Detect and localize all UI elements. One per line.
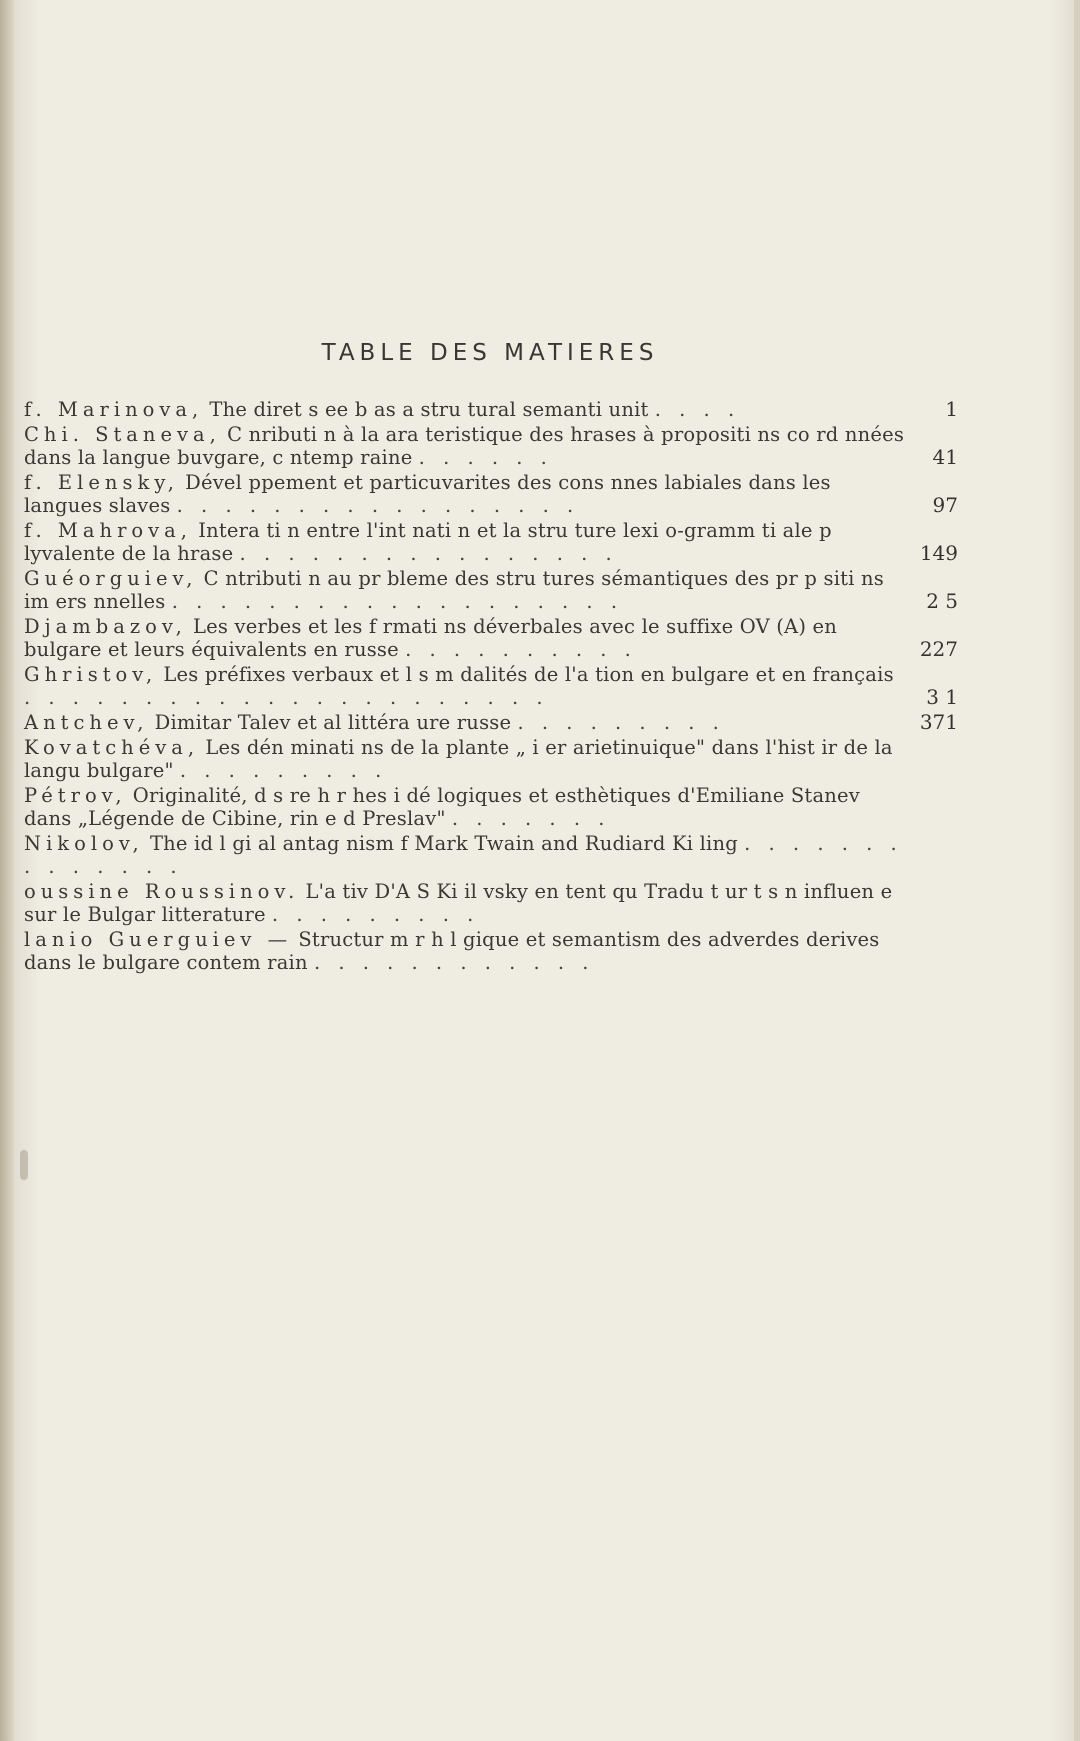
entry-title: Intera ti n entre l'int nati n et la stru ture lexi o-gramm ti ale p lyvalente de la hrase	[24, 519, 832, 565]
page-right-edge	[1074, 0, 1080, 1741]
toc-entry: Nikolov, The id l gi al antag nism f Mark Twain and Rudiard Ki ling . . . . . . . . . . . . . .	[24, 832, 903, 878]
entry-title: Dével ppement et particuvarites des cons nnes labiales dans les langues slaves	[24, 471, 831, 517]
toc-entry: f. Marinova, The diret s ee b as a stru tural semanti unit . . . . 1	[24, 397, 958, 421]
entry-author: f. Elensky,	[24, 471, 179, 494]
entry-page: 2 5	[926, 589, 958, 613]
entry-title: Dimitar Talev et al littéra ure russe	[154, 711, 512, 734]
toc-entry: oussine Roussinov. L'a tiv D'A S Ki il vsky en tent qu Tradu t ur t s n influen e sur le Bulgar litterature . . . . . . . . .	[24, 880, 893, 926]
entry-title: Les préfixes verbaux et l s m dalités de l'a tion en bulgare et en français	[163, 663, 894, 686]
entry-author: Pétrov,	[24, 784, 127, 807]
table-of-contents	[24, 398, 958, 976]
toc-entry: Antchev, Dimitar Talev et al littéra ure russe . . . . . . . . . 371	[24, 710, 958, 734]
entry-author: f. Mahrova,	[24, 519, 192, 542]
entry-title: L'a tiv D'A S Ki il vsky en tent qu Tradu t ur t s n influen e sur le Bulgar litterature	[24, 880, 893, 926]
entry-page: 371	[919, 710, 958, 734]
entry-title: C nributi n à la ara teristique des hrases à propositi ns co rd nnées dans la langue buvgare, c ntemp raine	[24, 423, 905, 469]
entry-author: Nikolov,	[24, 832, 144, 855]
toc-entry: Pétrov, Originalité, d s re h r hes i dé logiques et esthètiques d'Emiliane Stanev dans „Légende de Cibine, rin e d Preslav" . . . . . . .	[24, 784, 861, 830]
entry-title: Structur m r h l gique et semantism des adverdes derives dans le bulgare contem rain	[24, 928, 880, 974]
entry-author: Guéorguiev,	[24, 567, 198, 590]
entry-author: f. Marinova,	[24, 398, 204, 421]
toc-entry: Guéorguiev, C ntributi n au pr bleme des stru tures sémantiques des pr p siti ns im ers nnelles . . . . . . . . . . . . . . . . . . . 2 5	[24, 567, 958, 613]
toc-entry: lanio Guerguiev — Structur m r h l gique et semantism des adverdes derives dans le bulgare contem rain . . . . . . . . . . . .	[24, 928, 880, 974]
entry-page: 41	[932, 445, 958, 469]
ink-smudge	[20, 1150, 28, 1180]
entry-page: 149	[919, 541, 958, 565]
toc-entry: f. Elensky, Dével ppement et particuvarites des cons nnes labiales dans les langues slaves . . . . . . . . . . . . . . . . . 97	[24, 471, 958, 517]
entry-page: 3 1	[926, 685, 958, 709]
entry-title: Originalité, d s re h r hes i dé logiques et esthètiques d'Emiliane Stanev dans „Légende de Cibine, rin e d Preslav"	[24, 784, 861, 830]
entry-author: Antchev,	[24, 711, 149, 734]
entry-author: Ghristov,	[24, 663, 158, 686]
entry-page: 227	[919, 637, 958, 661]
entry-title: Les dén minati ns de la plante „ i er arietinuique" dans l'hist ir de la langu bulgare"	[24, 736, 893, 782]
entry-author: oussine Roussinov.	[24, 880, 300, 903]
entry-author: Djambazov,	[24, 615, 187, 638]
page-title: TABLE DES MATIERES	[321, 340, 659, 366]
entry-author: Chi. Staneva,	[24, 423, 221, 446]
entry-page: 97	[932, 493, 958, 517]
toc-entry: Djambazov, Les verbes et les f rmati ns déverbales avec le suffixe OV (A) en bulgare et leurs équivalents en russe . . . . . . . . . . 227	[24, 615, 958, 661]
entry-title: The id l gi al antag nism f Mark Twain and Rudiard Ki ling	[149, 832, 738, 855]
entry-title: The diret s ee b as a stru tural semanti unit	[209, 398, 649, 421]
book-spine-edge	[0, 0, 14, 1741]
toc-entry: Chi. Staneva, C nributi n à la ara teristique des hrases à propositi ns co rd nnées dans la langue buvgare, c ntemp raine . . . . . . 41	[24, 423, 958, 469]
entry-page: 1	[945, 397, 958, 421]
entry-author: lanio Guerguiev —	[24, 928, 293, 951]
entry-title: C ntributi n au pr bleme des stru tures sémantiques des pr p siti ns im ers nnelles	[24, 567, 884, 613]
toc-entry: f. Mahrova, Intera ti n entre l'int nati n et la stru ture lexi o-gramm ti ale p lyvalente de la hrase . . . . . . . . . . . . . . . . 149	[24, 519, 958, 565]
entry-title: Les verbes et les f rmati ns déverbales avec le suffixe OV (A) en bulgare et leurs équivalents en russe	[24, 615, 838, 661]
toc-entry: Ghristov, Les préfixes verbaux et l s m dalités de l'a tion en bulgare et en français . . . . . . . . . . . . . . . . . . . . . . 3 1	[24, 663, 958, 709]
entry-author: Kovatchéva,	[24, 736, 200, 759]
toc-entry: Kovatchéva, Les dén minati ns de la plante „ i er arietinuique" dans l'hist ir de la langu bulgare" . . . . . . . . .	[24, 736, 893, 782]
